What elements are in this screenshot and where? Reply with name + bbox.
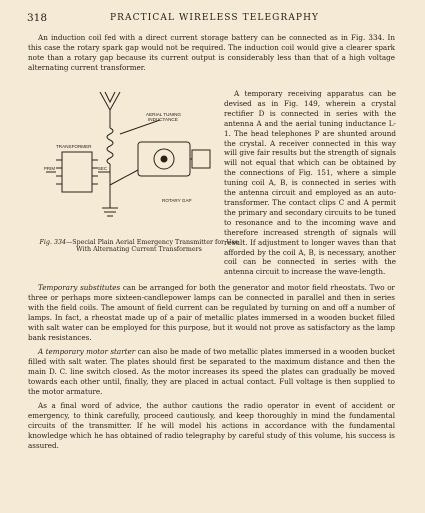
caption-text: —Special Plain Aerial Emergency Transmitter for Use With Alternating Current Transformers: [65, 239, 239, 254]
antenna-icon: [100, 92, 120, 110]
transformer-core-icon: [62, 152, 92, 192]
label-sec: SEC: [98, 166, 108, 171]
label-prim: PRIM: [44, 166, 55, 171]
figure-334-schematic: [42, 90, 248, 238]
caption-label: Fig. 334: [39, 239, 66, 246]
label-inductance: INDUCTANCE: [148, 117, 178, 122]
circuit-diagram: [42, 90, 248, 238]
label-rotary-gap: ROTARY GAP: [162, 198, 192, 203]
paragraph-induction-coil: An induction coil fed with a direct current storage battery can be connected as in Fig. 334. In this case the rotary spark gap would not be required. The induction coil would give a clearer spark note than a rotary gap because its current output is considerably less than that of a high voltage alternating current transformer.: [28, 33, 395, 72]
aerial-tuning-coil-icon: [107, 128, 113, 164]
paragraph-motor-starter: A temporary motor starter can also be made of two metallic plates immersed in a wooden bucket filled with salt water. The plates should first be separated to the maximum distance and then the main D. C. line switch closed. As the motor increases its speed the plates can gradually be moved towards each other until, finally, they are placed in actual contact. Full voltage is then supplied to the motor armature.: [28, 347, 395, 396]
paragraph-final-advice: As a final word of advice, the author cautions the radio operator in event of accident or emergency, to think carefully, proceed cautiously, and keep thoroughly in mind the fundamental circuits of the transmitter. If he will model his actions in accordance with the fundamental knowledge which he has obtained of radio telegraphy by careful study of this volume, his success is assured.: [28, 401, 395, 450]
running-head: PRACTICAL WIRELESS TELEGRAPHY: [110, 13, 320, 23]
label-transformer: TRANSFORMER: [56, 144, 92, 149]
paragraph-temporary-substitutes: Temporary substitutes can be arranged for both the generator and motor field rheostats. Two or three or perhaps more sixteen-candlepower lamps can be connected in parallel and then in series with the field coils. The amount of field current can be regulated by turning on and off a number of lamps. In fact, a rheostat made up of a pair of metallic plates immersed in a wooden bucket filled with salt water can be employed for this purpose, but it would not prove as satisfactory as the lamp bank resistances.: [28, 283, 395, 342]
label-aerial-tuning: AERIAL TUNING: [146, 112, 181, 117]
figure-caption: [36, 239, 242, 253]
page-number: 318: [27, 12, 48, 24]
page-header: [0, 12, 425, 26]
paragraph-receiving-column: A temporary receiving apparatus can be devised as in Fig. 149, wherein a crystal rectifier D is connected in series with the antenna A and the aerial tuning inductance L-1. The head telephones P are shunted around the crystal. A receiver connected in this way will give fair results but the strength of signals will not equal that which can be obtained by the connections of Fig. 151, where a simple tuning coil A, B, is connected in series with the antenna circuit and employed as an auto-transformer. The contact clips C and A permit the primary and secondary circuits to be tuned to resonance and to the incoming wave and therefore increased strength of signals will result. If adjustment to longer waves than that afforded by the coil A, B, is necessary, another coil can be connected in series with the antenna circuit to increase the wave-length.: [224, 89, 396, 277]
